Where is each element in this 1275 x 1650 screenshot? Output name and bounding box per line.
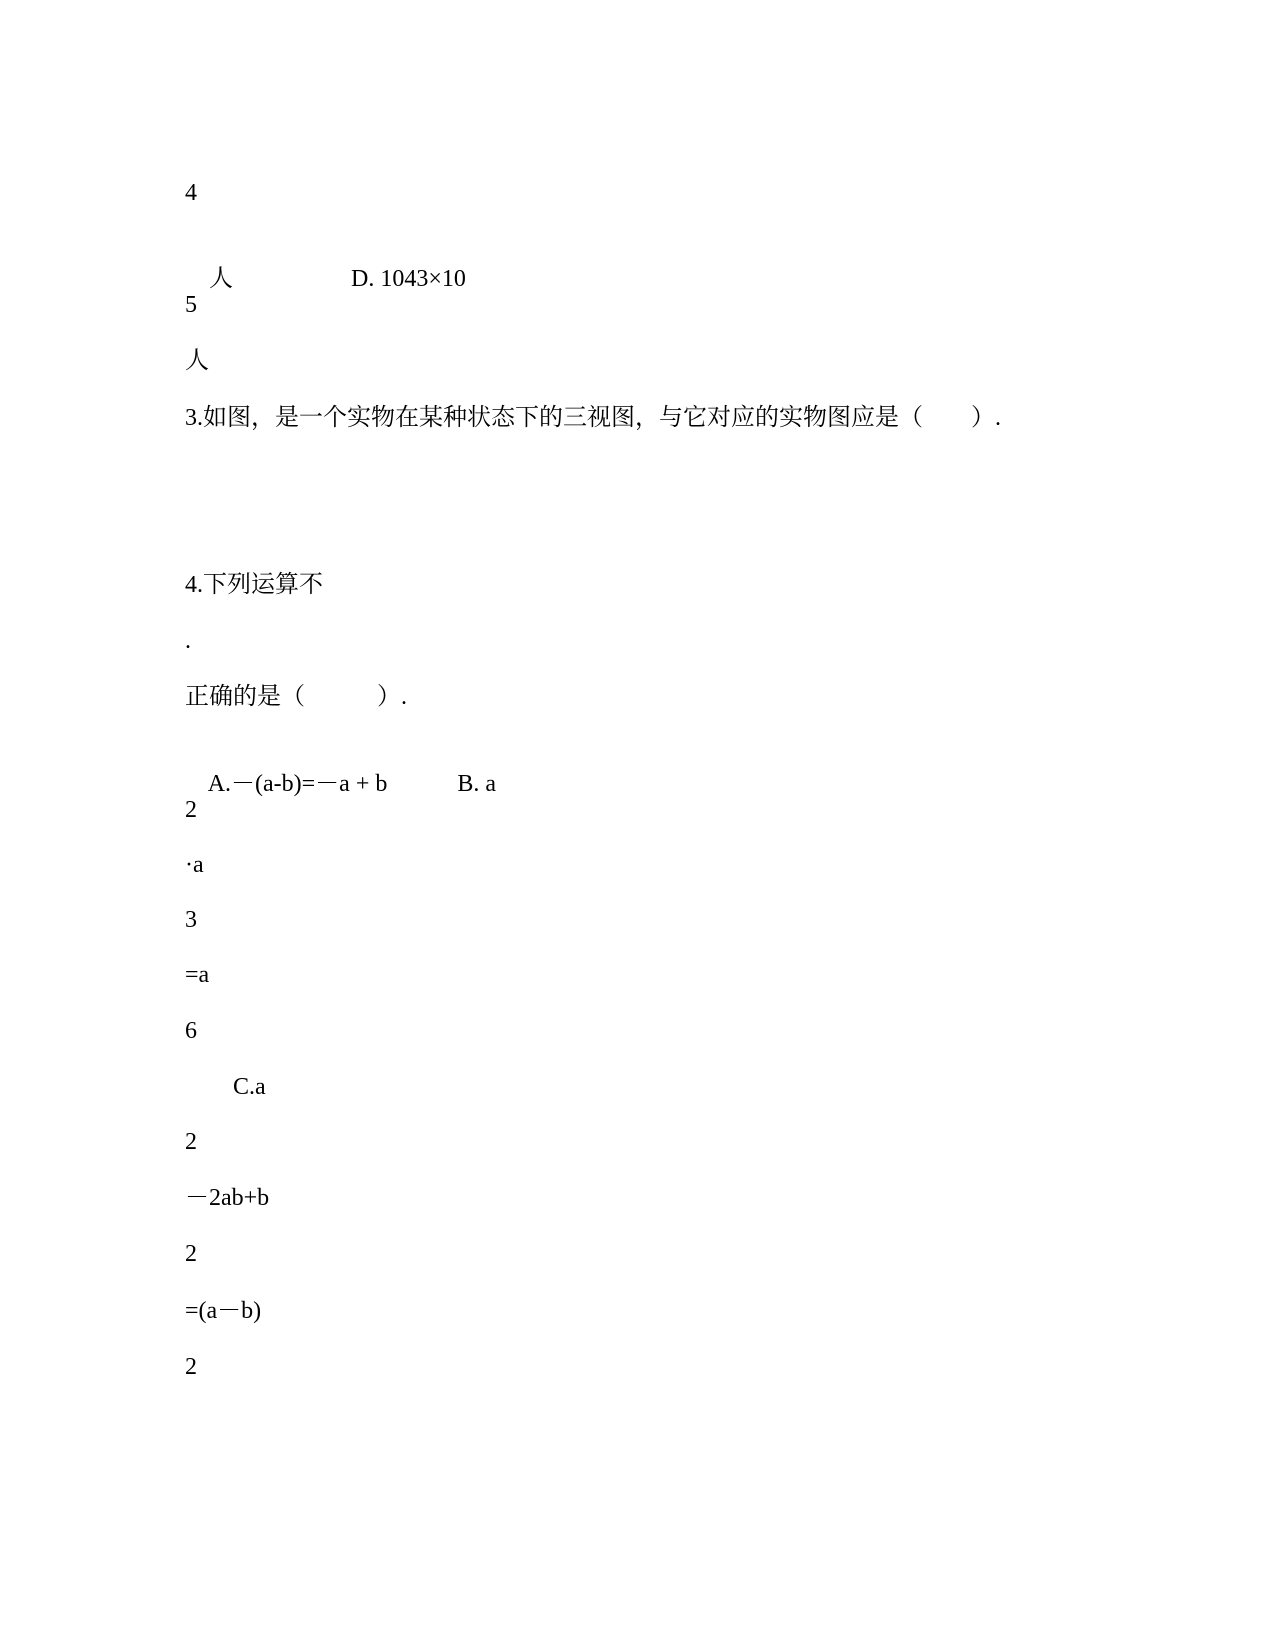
text-line	[185, 234, 466, 324]
emphasis-dot: .	[185, 628, 191, 654]
option-d: D. 1043×10	[351, 266, 466, 292]
question-3: 3.如图，是一个实物在某种状态下的三视图，与它对应的实物图应是（ ）.	[185, 405, 1001, 431]
text-line: 2	[185, 1129, 197, 1155]
text-line: =(a－b)	[185, 1298, 262, 1324]
text-line: 人	[185, 348, 209, 374]
text-line: ·a	[185, 852, 204, 878]
text-line: －2ab+b	[185, 1185, 270, 1211]
text-line: 2	[185, 1354, 197, 1380]
text-line: 2	[185, 797, 197, 823]
text-line: 6	[185, 1018, 197, 1044]
text-line: 3	[185, 907, 197, 933]
text-line: 2	[185, 1241, 197, 1267]
text-line: 正确的是（ ）.	[185, 684, 407, 710]
option-c: C.a	[233, 1074, 266, 1100]
option-b: B. a	[457, 771, 497, 797]
question-4: 4.下列运算不	[185, 572, 323, 598]
option-a: A.－(a-b)=－a + b	[207, 771, 388, 797]
text-line: 4	[185, 180, 197, 206]
text-fragment: 人	[209, 266, 233, 292]
text-line: 5	[185, 292, 197, 318]
text-line	[185, 739, 496, 829]
text-line: =a	[185, 962, 210, 988]
